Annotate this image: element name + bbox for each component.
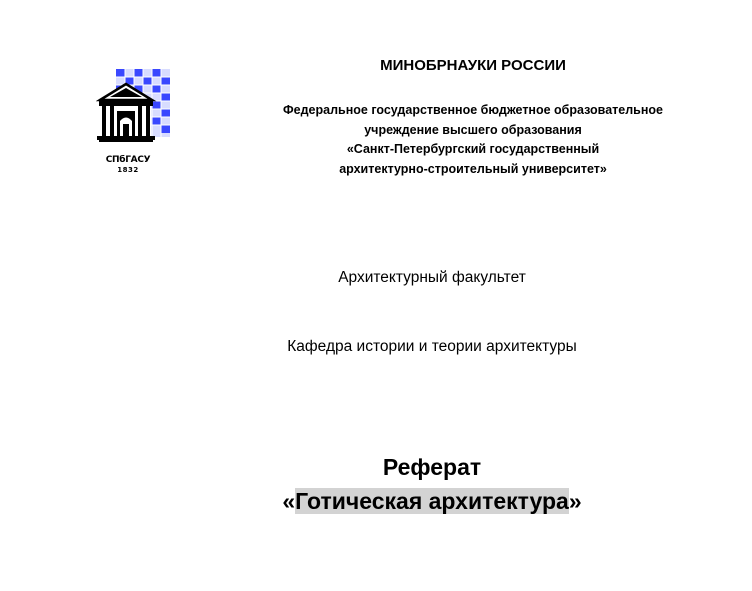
logo-abbreviation: СПбГАСУ	[105, 155, 151, 165]
document-topic	[232, 484, 632, 518]
ministry-title: МИНОБРНАУКИ РОССИИ	[380, 57, 566, 74]
institution-name	[250, 101, 696, 179]
logo-caption	[98, 155, 158, 174]
institution-line: архитектурно-строительный университет»	[339, 161, 607, 176]
topic-open-quote: «	[282, 488, 296, 514]
institution-line: учреждение высшего образования	[364, 122, 582, 137]
logo-year: 1832	[117, 166, 139, 174]
faculty-name: Архитектурный факультет	[338, 269, 526, 286]
topic-text-highlighted[interactable]: Готическая архитектура	[295, 488, 569, 514]
topic-close-quote: »	[568, 488, 582, 514]
department-name: Кафедра истории и теории архитектуры	[287, 338, 577, 355]
institution-line: Федеральное государственное бюджетное образовательное	[283, 103, 663, 117]
institution-line: «Санкт-Петербургский государственный	[346, 142, 600, 156]
document-type: Реферат	[382, 454, 482, 480]
university-building-emblem-icon	[96, 66, 174, 158]
